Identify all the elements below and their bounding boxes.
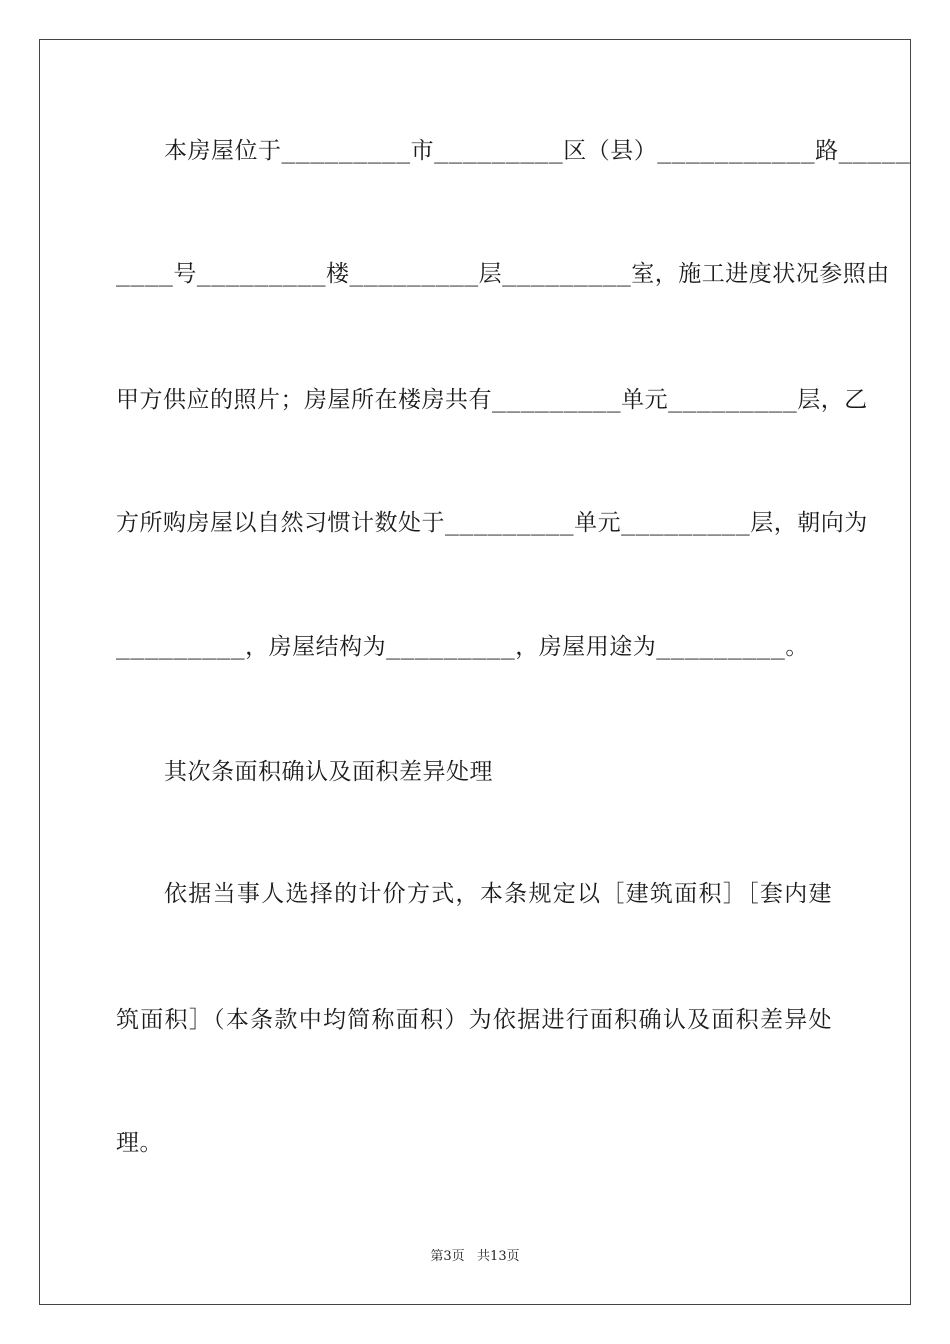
paragraph-line-3: 甲方供应的照片；房屋所在楼房共有_________单元_________层，乙 [116,387,868,413]
page-number-footer: 第3页 共13页 [430,1249,520,1264]
paragraph-line-8: 理。 [116,1130,163,1156]
section-heading: 其次条面积确认及面积差异处理 [164,759,493,785]
paragraph-line-7: 筑面积］（本条款中均简称面积）为依据进行面积确认及面积差异处 [116,1007,832,1033]
paragraph-line-6: 依据当事人选择的计价方式，本条规定以［建筑面积］［套内建 [164,881,832,907]
paragraph-line-5: _________，房屋结构为_________，房屋用途为_________。 [116,634,809,660]
page-border [39,39,911,1305]
paragraph-line-2: ____号_________楼_________层_________室，施工进度状况参照由 [116,261,890,287]
paragraph-line-4: 方所购房屋以自然习惯计数处于_________单元_________层，朝向为 [116,510,868,536]
paragraph-line-1: 本房屋位于_________市_________区（县）___________路_____ [164,138,911,164]
